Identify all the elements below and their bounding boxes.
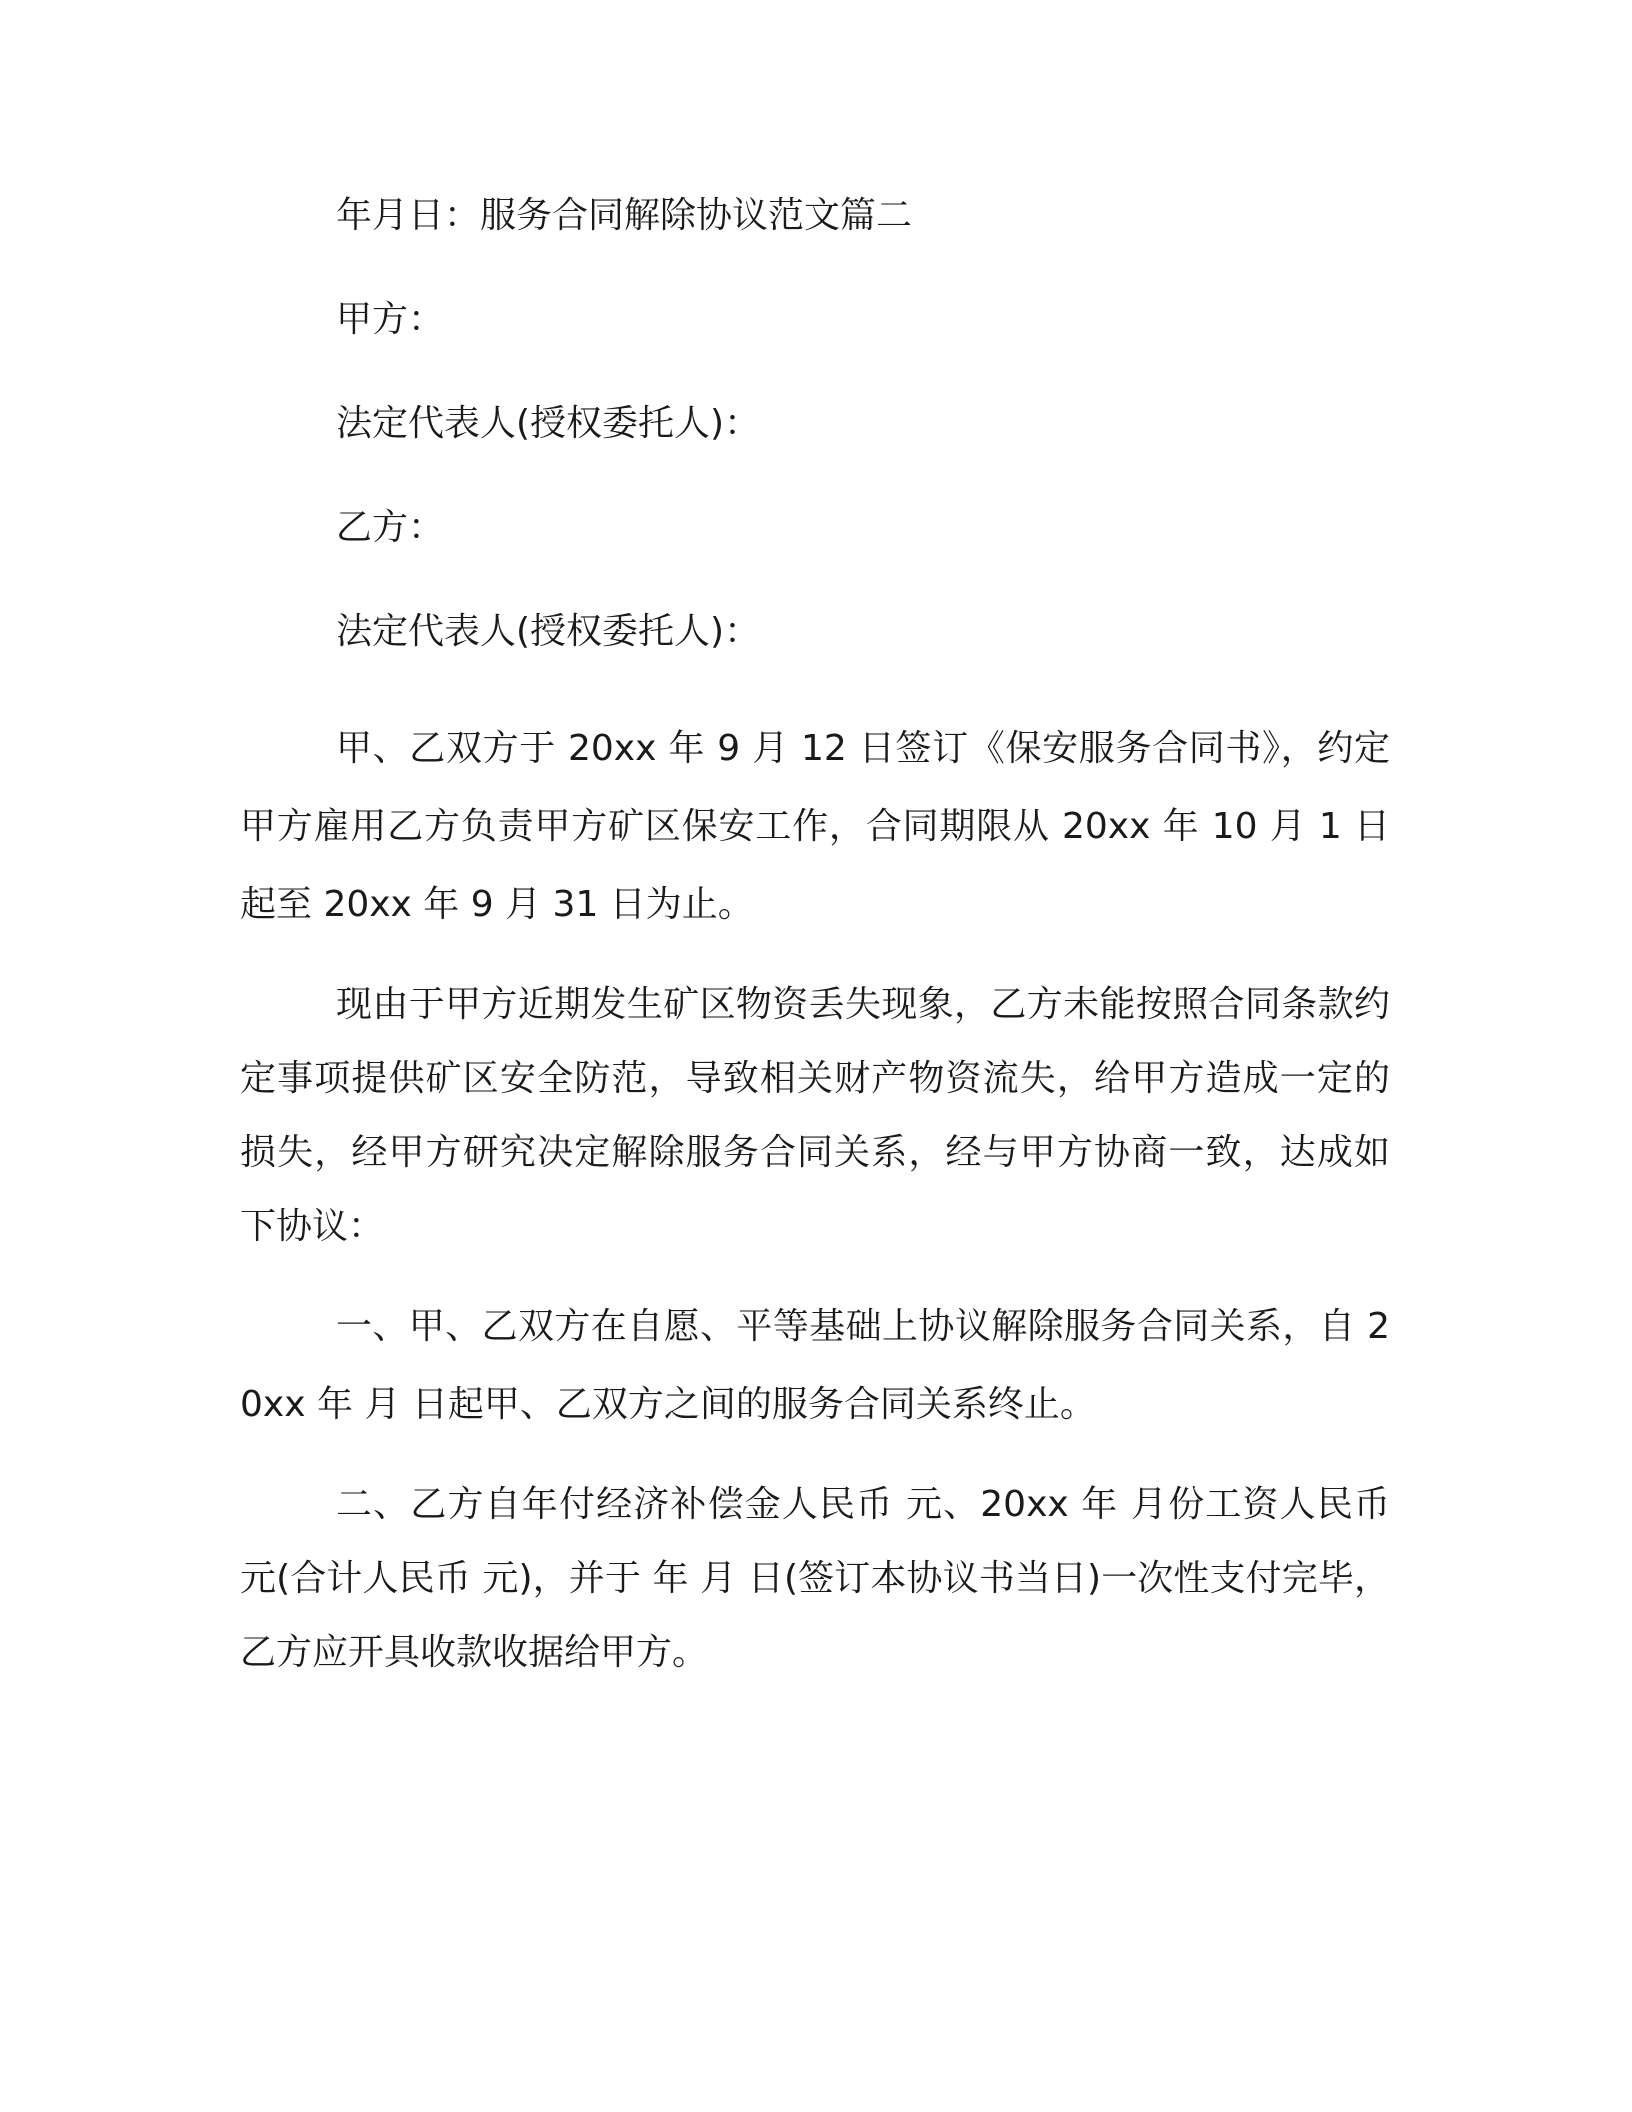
document-heading: 年月日：服务合同解除协议范文篇二	[336, 195, 913, 236]
paragraph-contract-background: 甲、乙双方于 20xx 年 9 月 12 日签订《保安服务合同书》，约定甲方雇用乙方负责甲方矿区保安工作，合同期限从 20xx 年 10 月 1 日起至 20xx 年 9 月 31 日为止。	[240, 728, 1390, 925]
paragraph-termination-reason: 现由于甲方近期发生矿区物资丢失现象，乙方未能按照合同条款约定事项提供矿区安全防范，导致相关财产物资流失，给甲方造成一定的损失，经甲方研究决定解除服务合同关系，经与甲方协商一致，达成如下协议：	[240, 984, 1390, 1247]
party-a-label: 甲方：	[336, 299, 445, 340]
document-body	[240, 190, 1390, 1714]
party-b-label: 乙方：	[336, 507, 445, 548]
paragraph-clause-one: 一、甲、乙双方在自愿、平等基础上协议解除服务合同关系，自 20xx 年 月 日起甲、乙双方之间的服务合同关系终止。	[240, 1306, 1390, 1425]
party-a-representative-label: 法定代表人(授权委托人)：	[336, 403, 761, 444]
paragraph-clause-two: 二、乙方自年付经济补偿金人民币 元、20xx 年 月份工资人民币 元(合计人民币 元)，并于 年 月 日(签订本协议书当日)一次性支付完毕，乙方应开具收款收据给甲方。	[240, 1484, 1390, 1673]
party-b-representative-label: 法定代表人(授权委托人)：	[336, 611, 761, 652]
